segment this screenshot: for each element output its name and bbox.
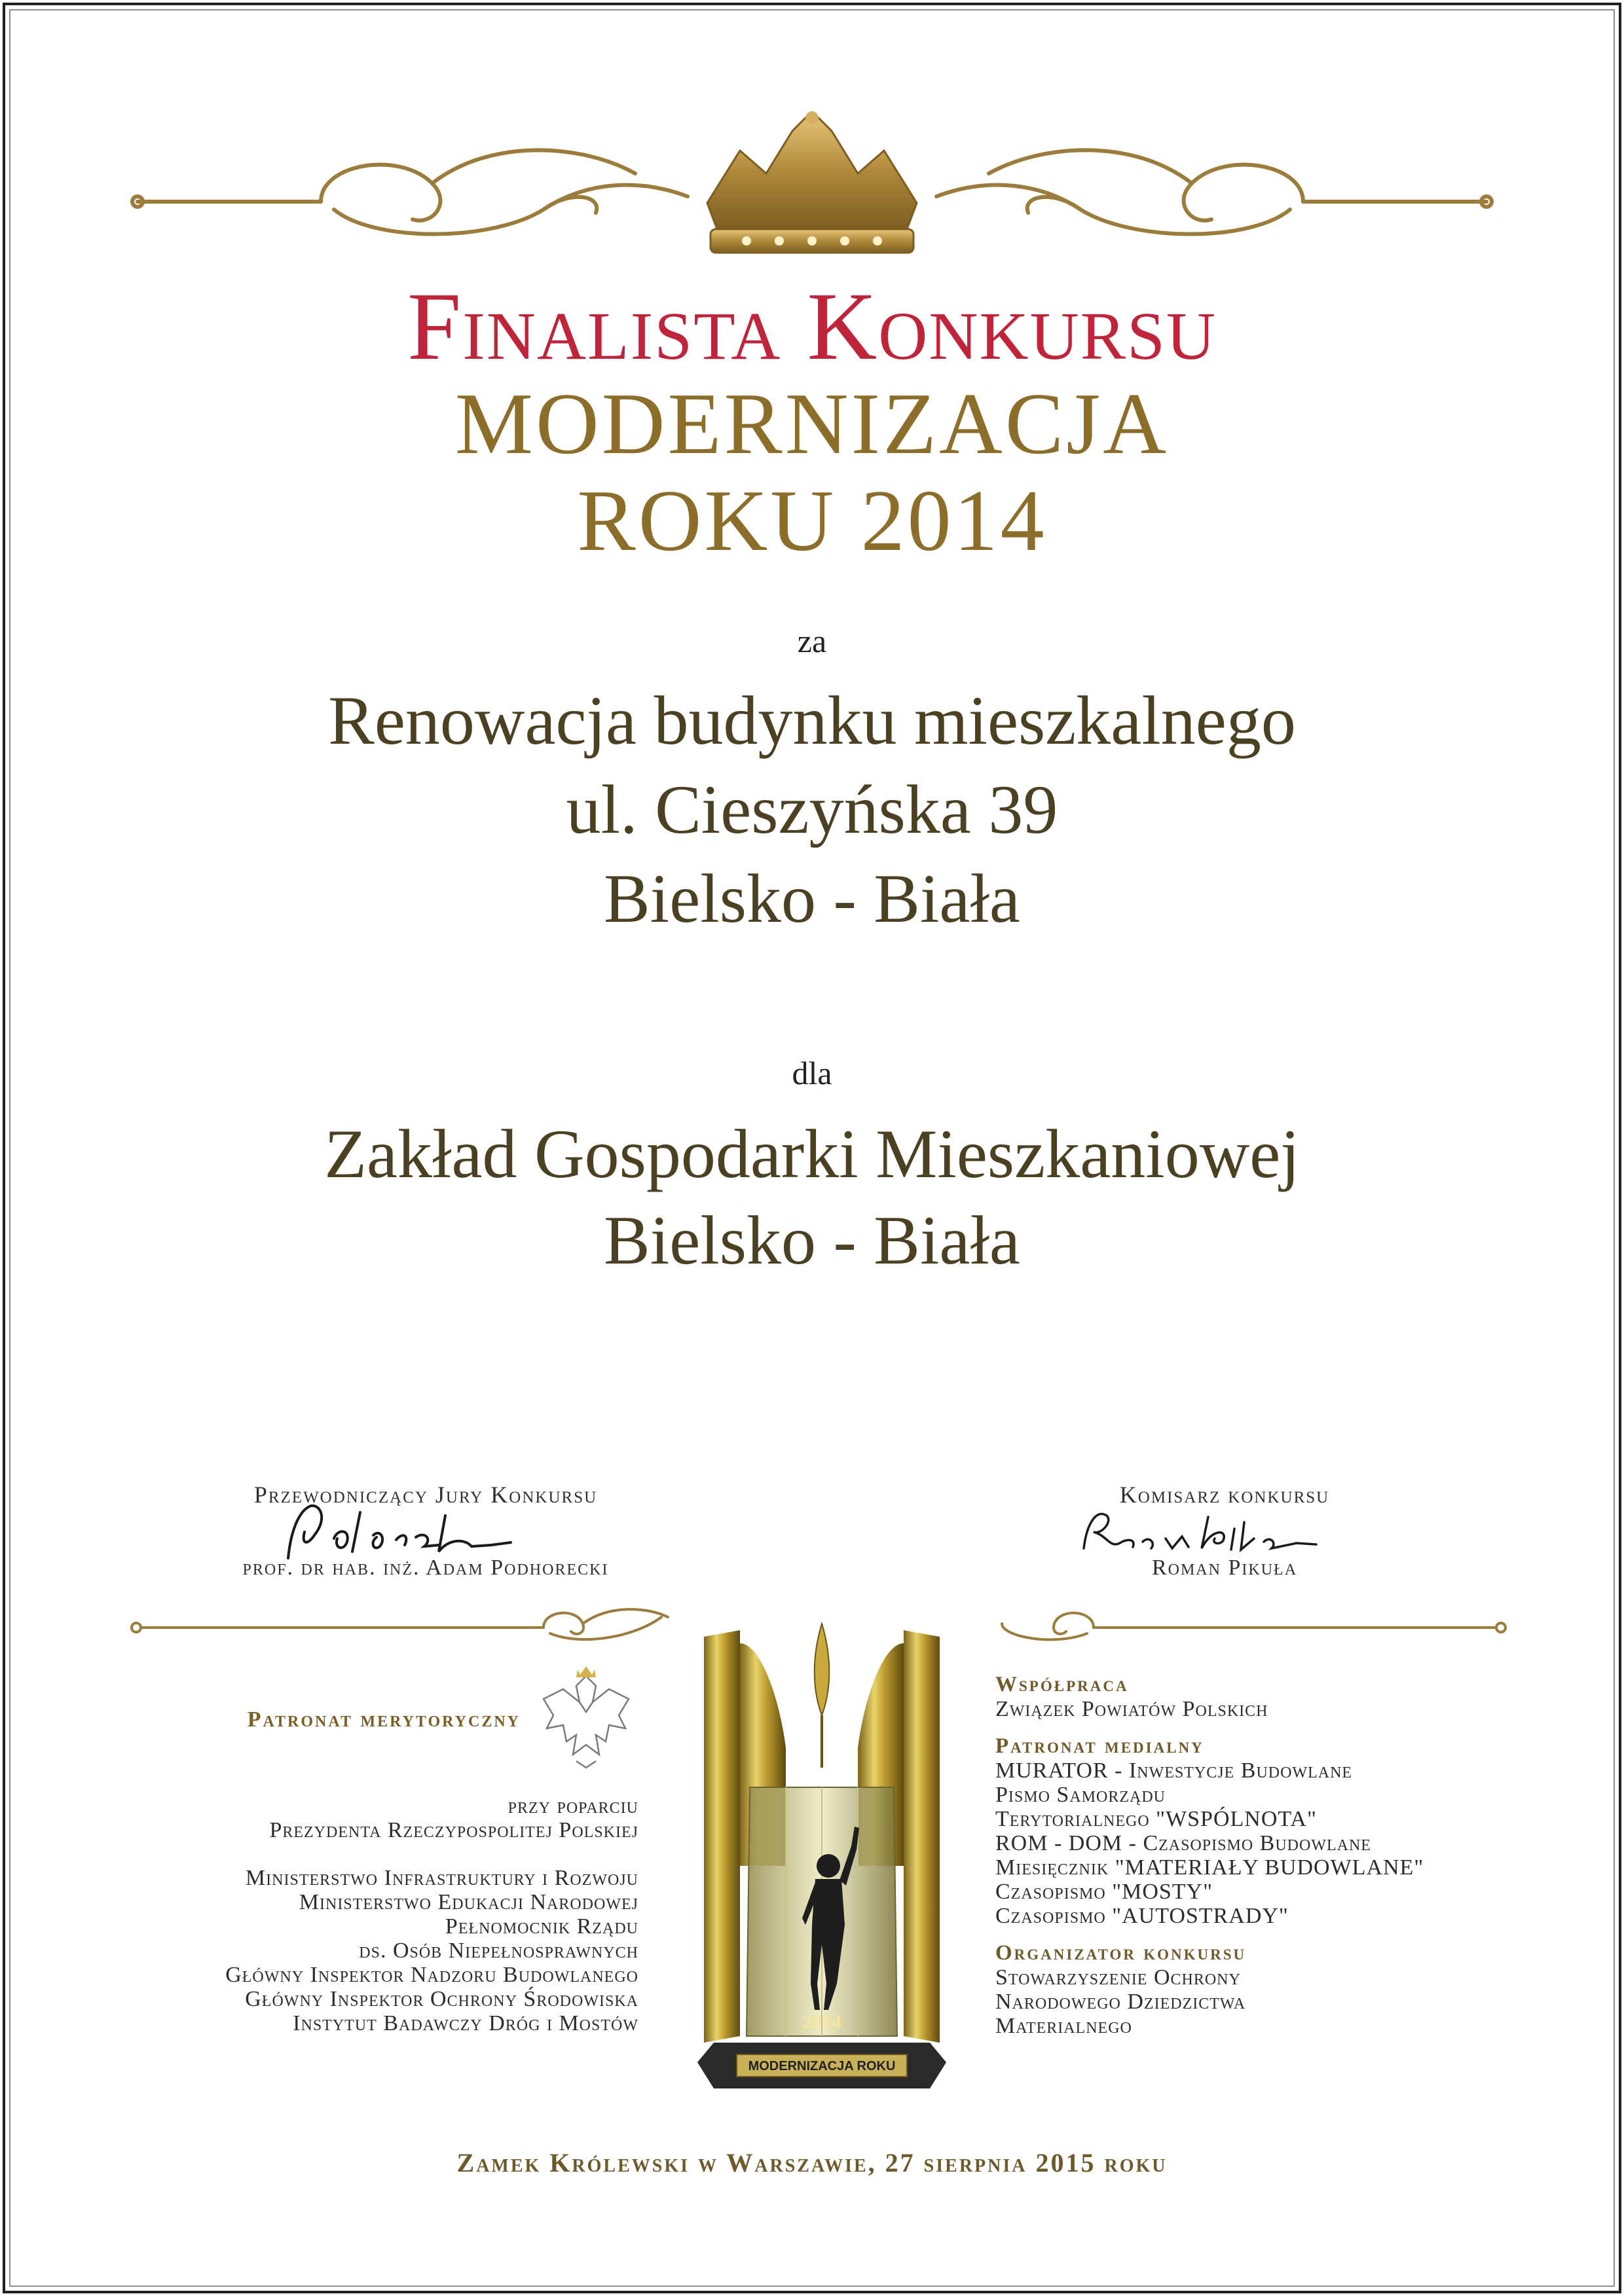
crown-ornament [124, 111, 1500, 268]
right-divider-flourish [995, 1597, 1513, 1650]
organizer-heading: Organizator konkursu [995, 1941, 1247, 1965]
institution-item: Ministerstwo Edukacji Narodowej [299, 1890, 638, 1914]
title-roku: ROKU 2014 [577, 472, 1047, 569]
trophy-image [688, 1617, 956, 2102]
organizer-item: Materialnego [995, 2014, 1132, 2038]
media-item: Pismo Samorządu [995, 1783, 1166, 1807]
institution-item: Pełnomocnik Rządu [445, 1914, 638, 1939]
patronage-heading: Patronat merytoryczny [247, 1707, 521, 1732]
recipient-line-1: Zakład Gospodarki Mieszkaniowej [324, 1116, 1300, 1192]
support-line: Prezydenta Rzeczypospolitej Polskiej [269, 1818, 638, 1842]
left-divider-flourish [124, 1597, 688, 1650]
media-item: ROM - DOM - Czasopismo Budowlane [995, 1831, 1371, 1855]
institutions-list [225, 1866, 638, 2035]
recipient-line-2: Bielsko - Biała [604, 1202, 1020, 1279]
jury-chair-name: prof. dr hab. inż. Adam Podhorecki [242, 1556, 609, 1580]
project-line-3: Bielsko - Biała [604, 860, 1020, 937]
footer-venue-date: Zamek Królewski w Warszawie, 27 sierpnia 2015 roku [456, 2148, 1168, 2178]
to-label: dla [792, 1055, 832, 1091]
for-label: za [797, 623, 827, 659]
polish-eagle-emblem [537, 1663, 635, 1774]
organizer-item: Stowarzyszenie Ochrony [995, 1965, 1241, 1990]
media-heading: Patronat medialny [995, 1734, 1204, 1758]
commissioner-title: Komisarz konkursu [1119, 1482, 1330, 1508]
right-column [995, 1673, 1424, 2038]
institution-item: Główny Inspektor Nadzoru Budowlanego [225, 1963, 638, 1987]
right-scroll-flourish [936, 150, 1492, 234]
trophy-plaque: MODERNIZACJA ROKU [748, 2059, 896, 2073]
media-item: Terytorialnego "WSPÓLNOTA" [995, 1807, 1317, 1831]
commissioner-signature [1074, 1503, 1323, 1561]
title-finalist: Finalista Konkursu [407, 273, 1217, 380]
jury-chair-title: Przewodniczący Jury Konkursu [253, 1482, 598, 1508]
institution-item: ds. Osób Niepełnosprawnych [359, 1939, 638, 1963]
title-modernizacja: MODERNIZACJA [454, 375, 1170, 472]
media-item: MURATOR - Inwestycje Budowlane [995, 1758, 1353, 1783]
project-line-2: ul. Cieszyńska 39 [566, 771, 1058, 848]
left-scroll-flourish [132, 150, 688, 234]
institution-item: Główny Inspektor Ochrony Środowiska [245, 1987, 638, 2011]
project-line-1: Renowacja budynku mieszkalnego [328, 682, 1296, 759]
institution-item: Instytut Badawczy Dróg i Mostów [293, 2011, 638, 2035]
trophy-year: 2014 [802, 2011, 841, 2033]
commissioner-name: Roman Pikuła [1151, 1556, 1298, 1580]
media-item: Czasopismo "AUTOSTRADY" [995, 1904, 1289, 1928]
media-item: Czasopismo "MOSTY" [995, 1880, 1213, 1904]
organizer-item: Narodowego Dziedzictwa [995, 1990, 1246, 2014]
cooperation-item: Związek Powiatów Polskich [995, 1697, 1268, 1721]
support-block [269, 1794, 638, 1842]
institution-item: Ministerstwo Infrastruktury i Rozwoju [245, 1866, 638, 1890]
cooperation-heading: Współpraca [995, 1673, 1129, 1696]
media-item: Miesięcznik "MATERIAŁY BUDOWLANE" [995, 1855, 1424, 1880]
support-line: przy poparciu [507, 1794, 638, 1818]
crown-icon [707, 111, 917, 253]
